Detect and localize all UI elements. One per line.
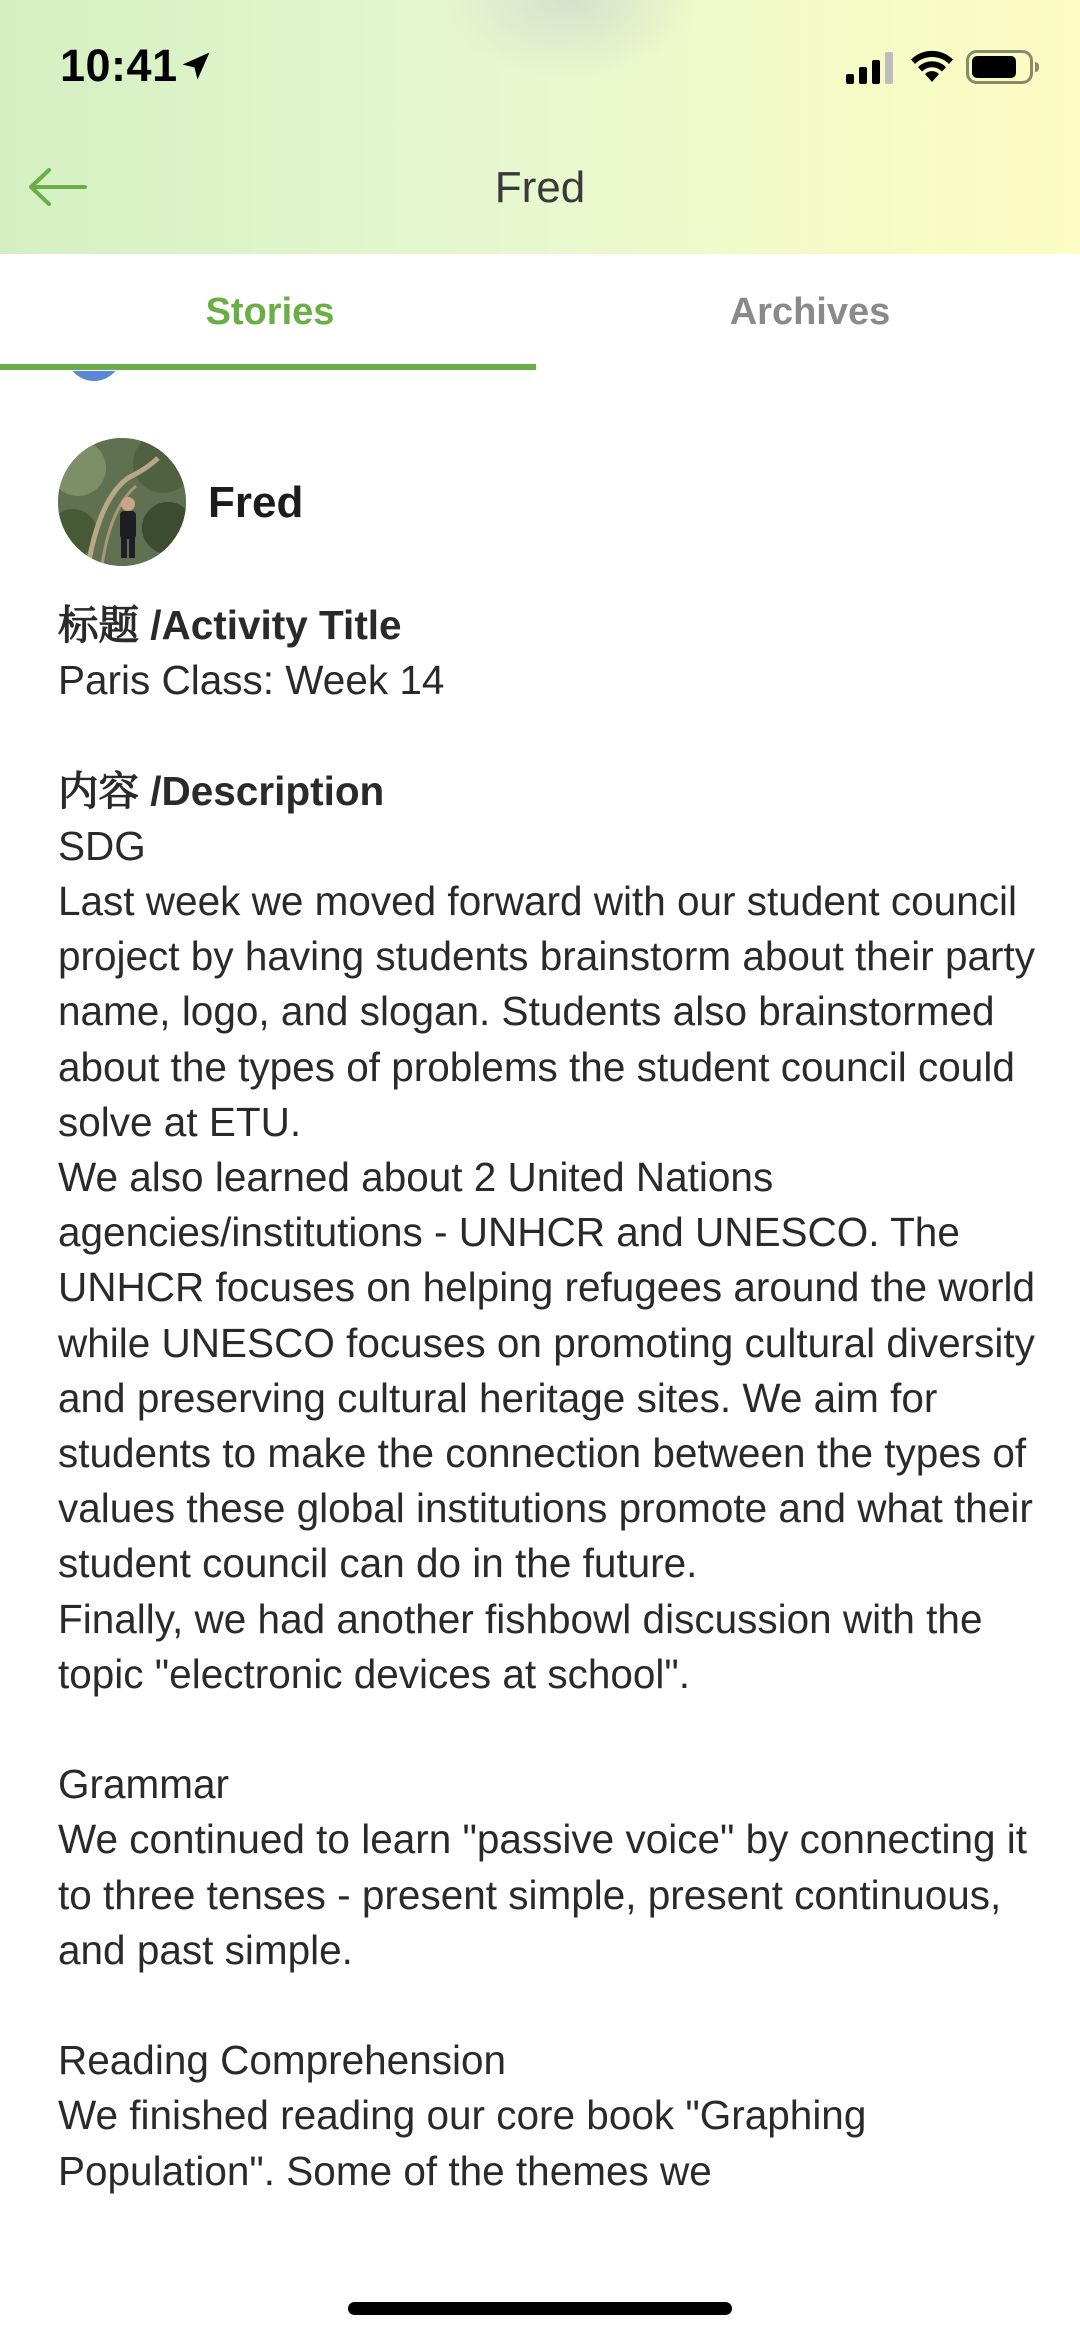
active-tab-indicator — [0, 364, 536, 370]
tab-bar — [0, 254, 1080, 370]
activity-title: Paris Class: Week 14 — [58, 657, 445, 704]
tab-stories[interactable]: Stories — [205, 290, 335, 333]
author-avatar[interactable] — [58, 438, 186, 566]
description-paragraph: Last week we moved forward with our student council project by having students brainstorm about their party name, logo, and slogan. Students also brainstormed about the types of problems the student council could solve at ETU. — [58, 878, 1036, 1145]
post-content — [58, 598, 1048, 2199]
wifi-icon — [908, 48, 956, 84]
description-paragraph: We also learned about 2 United Nations agencies/institutions - UNHCR and UNESCO. The UNHCR focuses on helping refugees around the world while UNESCO focuses on promoting cultural diversity and preserving cultural heritage sites. We aim for students to make the connection between the types of values these global institutions promote and what their student council can do in the future. — [58, 1154, 1036, 1587]
spacer — [58, 1978, 1048, 2033]
status-time: 10:41 — [60, 40, 178, 91]
tab-archives[interactable]: Archives — [729, 290, 891, 333]
page-title: Fred — [494, 163, 586, 212]
description-paragraph: We continued to learn "passive voice" by connecting it to three tenses - present simple, present continuous, and past simple. — [58, 1816, 1028, 1973]
spacer — [58, 1702, 1048, 1757]
author-name[interactable]: Fred — [208, 478, 304, 527]
cellular-signal-icon — [846, 52, 898, 84]
section-heading-grammar: Grammar — [58, 1761, 229, 1808]
avatar-photo — [58, 438, 186, 566]
header-glow — [440, 0, 700, 80]
title-label: 标题 /Activity Title — [58, 602, 402, 648]
description-label: 内容 /Description — [58, 767, 385, 814]
spacer — [58, 708, 1048, 763]
app-header — [0, 0, 1080, 254]
description-paragraph: Finally, we had another fishbowl discussion with the topic "electronic devices at school". — [58, 1595, 983, 1697]
description-paragraph: SDG — [58, 822, 146, 869]
description-paragraph: We finished reading our core book "Graphing Population". Some of the themes we — [58, 2092, 867, 2194]
section-heading-reading: Reading Comprehension — [58, 2037, 507, 2084]
home-indicator[interactable] — [348, 2302, 732, 2315]
battery-icon — [966, 50, 1040, 84]
location-arrow-icon — [178, 48, 214, 84]
